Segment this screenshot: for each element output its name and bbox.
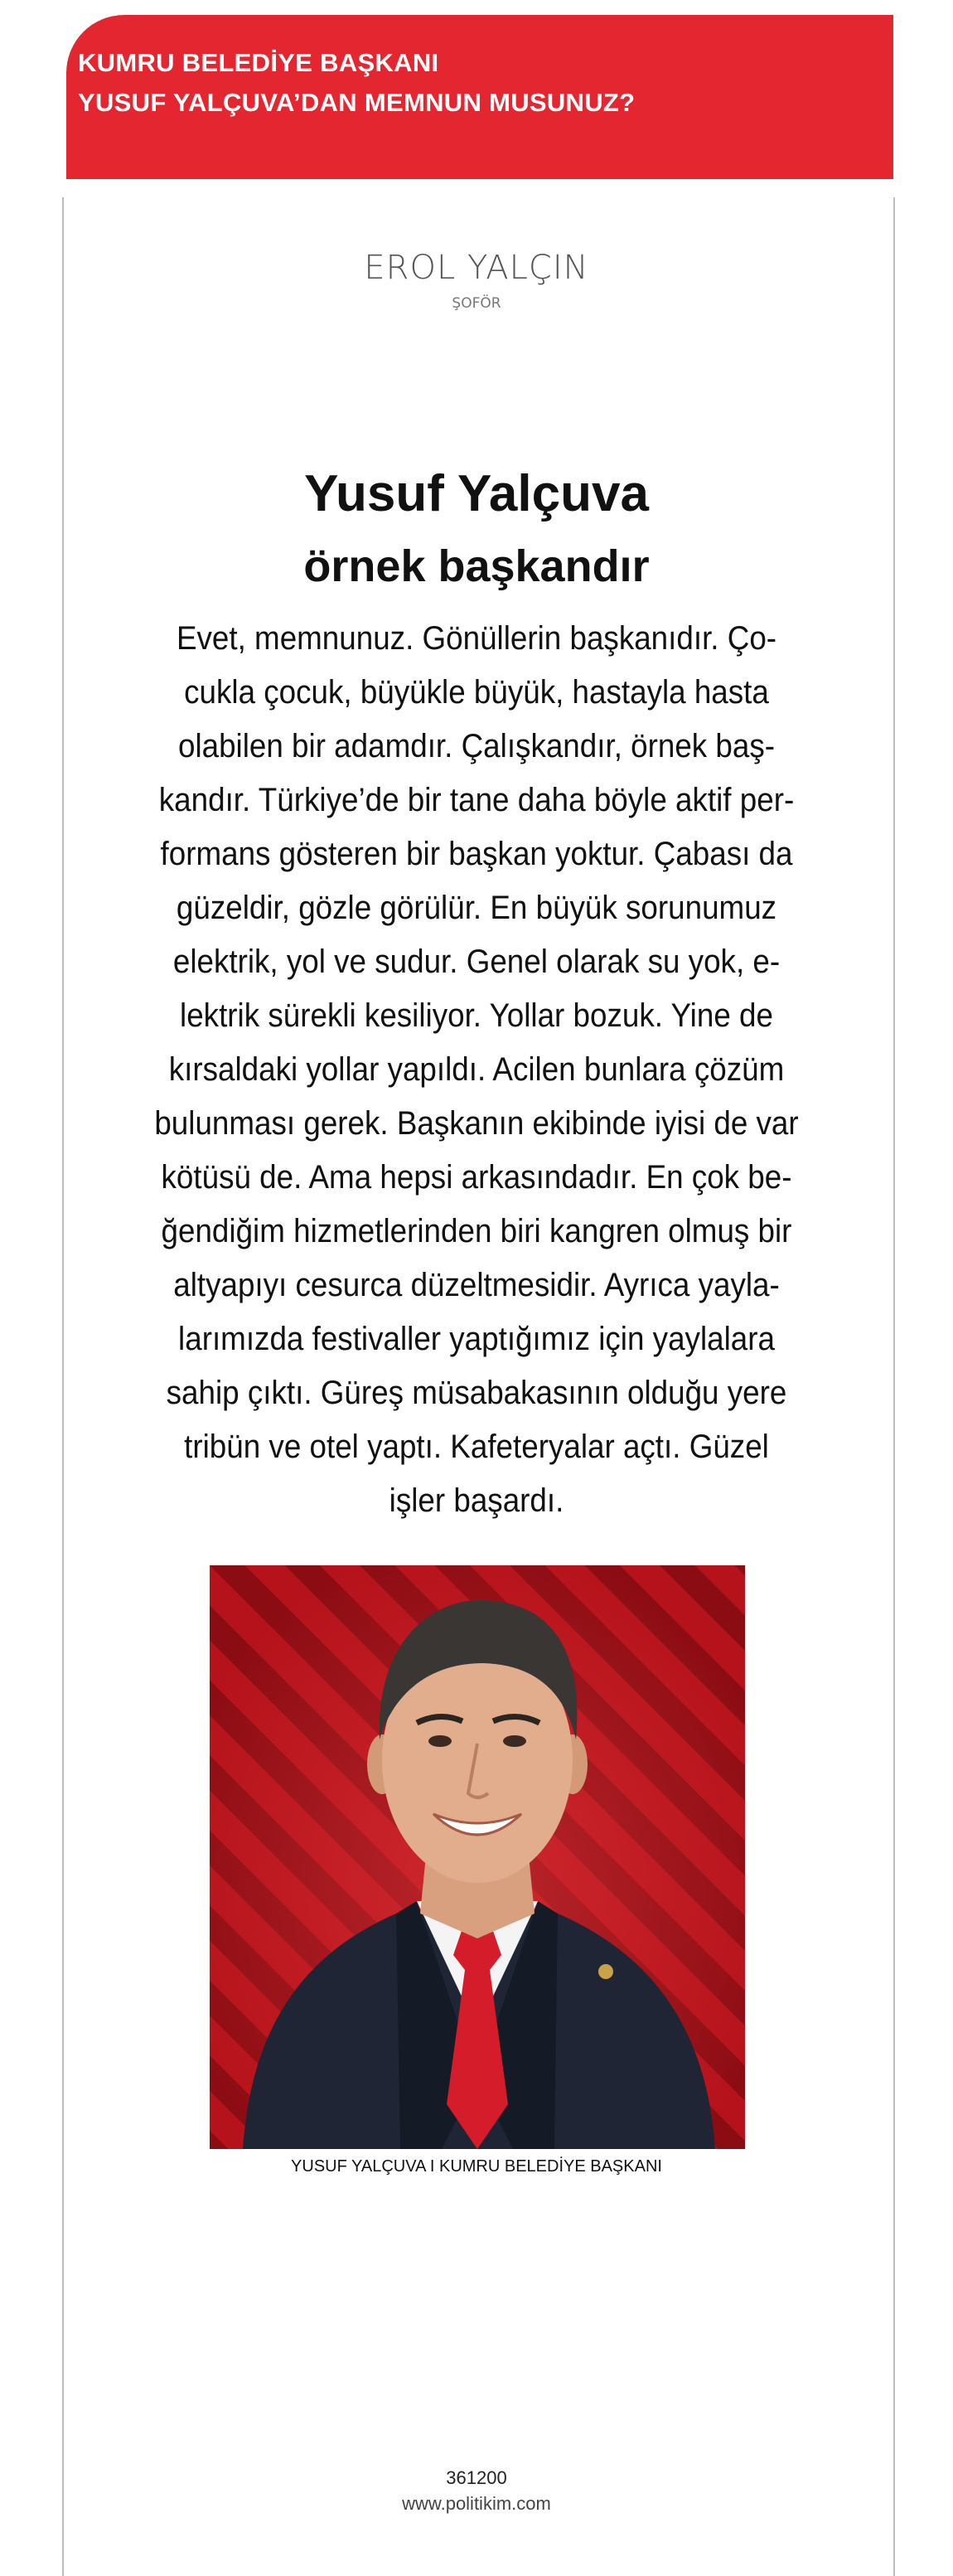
article-body — [152, 612, 801, 1528]
article-subheadline: örnek başkandır — [303, 541, 650, 591]
body-line: elektrik, yol ve sudur. Genel olarak su yok, e- — [172, 944, 781, 980]
body-line: bulunması gerek. Başkanın ekibinde iyisi de var — [154, 1105, 799, 1142]
author-role: ŞOFÖR — [452, 295, 501, 312]
body-line: sahip çıktı. Güreş müsabakasının olduğu yere — [166, 1375, 787, 1411]
body-line: kırsaldaki yollar yapıldı. Acilen bunlara çözüm — [168, 1051, 785, 1088]
footer-code: 361200 — [446, 2467, 507, 2488]
body-line: formans gösteren bir başkan yoktur. Çabası da — [160, 836, 793, 872]
article-headline: Yusuf Yalçuva — [304, 465, 649, 522]
body-line: tribün ve otel yaptı. Kafeteryalar açtı. Güzel — [184, 1429, 769, 1465]
mayor-portrait-photo — [210, 1565, 745, 2149]
body-line: Evet, memnunuz. Gönüllerin başkanıdır. Ço- — [176, 620, 777, 657]
body-line: kötüsü de. Ama hepsi arkasındadır. En çok be- — [161, 1159, 792, 1196]
body-line: altyapıyı cesurca düzeltmesidir. Ayrıca yayla- — [173, 1267, 780, 1303]
footer-website: www.politikim.com — [402, 2493, 551, 2514]
photo-caption: YUSUF YALÇUVA I KUMRU BELEDİYE BAŞKANI — [291, 2157, 662, 2176]
body-line: ğendiğim hizmetlerinden biri kangren olmuş bir — [161, 1213, 792, 1249]
body-line: cukla çocuk, büyükle büyük, hastayla hasta — [184, 674, 769, 711]
body-line: lektrik sürekli kesiliyor. Yollar bozuk. Yine de — [180, 997, 773, 1034]
body-line: larımızda festivaller yaptığımız için yaylalara — [178, 1321, 775, 1357]
body-line: olabilen bir adamdır. Çalışkandır, örnek baş- — [177, 728, 776, 764]
banner-title-line-2: YUSUF YALÇUVA’DAN MEMNUN MUSUNUZ? — [78, 88, 636, 117]
author-name: EROL YALÇIN — [364, 249, 589, 287]
body-line: güzeldir, gözle görülür. En büyük sorunumuz — [176, 890, 777, 926]
body-line: kandır. Türkiye’de bir tane daha böyle aktif per- — [158, 782, 795, 818]
banner-title-line-1: KUMRU BELEDİYE BAŞKANI — [78, 48, 439, 77]
body-line: işler başardı. — [389, 1482, 564, 1519]
